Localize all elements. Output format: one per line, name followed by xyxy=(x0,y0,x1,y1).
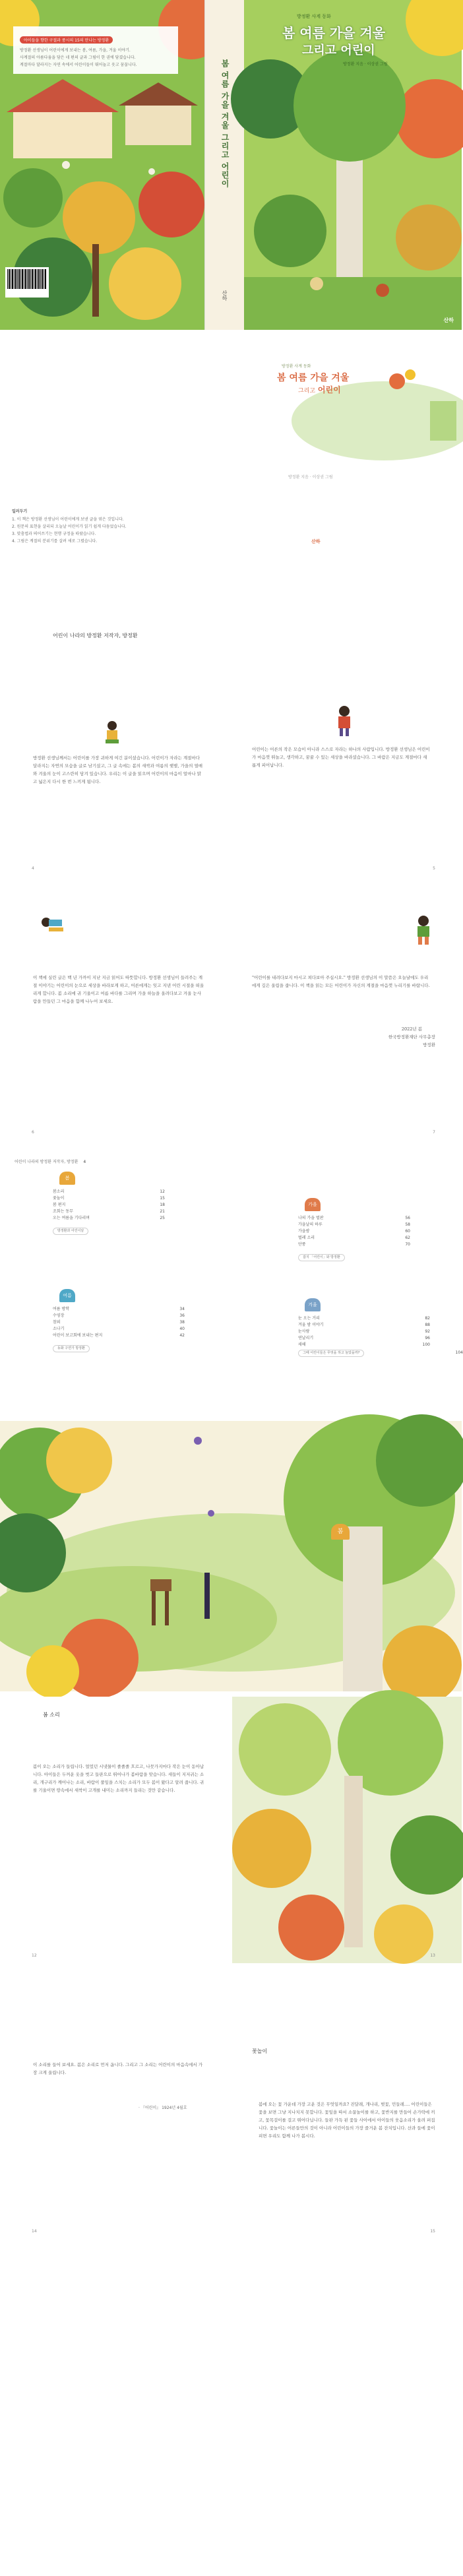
toc-item[interactable]: 나의 가을 벌판 56 xyxy=(298,1216,410,1220)
title-line1: 봄 여름 가을 겨울 xyxy=(277,373,350,383)
bomsori-title: 봄 소리 xyxy=(43,1712,60,1718)
badge-winter: 겨울 xyxy=(305,1298,321,1311)
toc-winter-list xyxy=(298,1315,463,1357)
back-cover-intro-2: 사계절의 아름다움을 담은 네 편의 글과 그림이 한 권에 담겼습니다. xyxy=(20,55,136,60)
cover-spread xyxy=(0,0,462,330)
notes-heading: 일러두기 xyxy=(12,509,28,514)
title-line2b: 어린이 xyxy=(317,385,341,394)
toc-item[interactable]: 눈사람 92 xyxy=(298,1329,430,1334)
front-credit: 방정환 지음 · 이상권 그림 xyxy=(343,62,388,67)
badge-autumn: 가을 xyxy=(305,1198,321,1211)
essay-title: 어린이 나라의 방정환 저작자, 방정환 xyxy=(53,633,138,639)
essay2-right-text: "어린이를 내려다보지 마시고 쳐다보아 주십시오." 방정환 선생님의 이 말씀은 오늘날에도 우리에게 깊은 울림을 줍니다. 이 책을 읽는 모든 어린이가 자신의 계절을 마음껏 누리기를 바랍니다. xyxy=(252,975,430,988)
toc-header xyxy=(15,1158,86,1164)
spring-spread xyxy=(0,1421,462,1691)
toc-autumn-pill[interactable]: 잡지 「어린이」와 방정환 xyxy=(298,1254,345,1261)
toc-item[interactable]: 새해 100 xyxy=(298,1342,430,1347)
toc-item[interactable]: 연날리기 96 xyxy=(298,1336,430,1340)
essay2-left-page xyxy=(0,881,230,1140)
bomsori-right-page xyxy=(232,1697,462,1963)
essay-right-page xyxy=(232,606,462,876)
toc-item[interactable]: 오는 여름을 기다리며 25 xyxy=(53,1216,165,1220)
toc-item[interactable]: 눈 오는 거리 82 xyxy=(298,1316,430,1321)
kkotnori-left-text: 이 소리를 들어 보세요. 봄은 소리로 먼저 옵니다. 그리고 그 소리는 어린이의 마음속에서 가장 크게 울립니다. xyxy=(33,2062,203,2075)
back-cover-textbox xyxy=(13,26,178,74)
back-cover-intro-3: 계절마다 달라지는 자연 속에서 어린이들이 뛰어놀고 웃고 꿈꿉니다. xyxy=(20,63,137,67)
barcode xyxy=(5,267,49,298)
title-publisher: 산하 xyxy=(311,539,321,544)
title-page xyxy=(232,335,462,600)
spring-illustration xyxy=(0,1421,462,1691)
page-number-13: 13 xyxy=(430,1953,435,1958)
badge-summer: 여름 xyxy=(59,1289,75,1302)
child-sitting-illustration xyxy=(99,719,125,745)
essay-right-text: 어린이는 어른의 작은 모습이 아니라 스스로 자라는 하나의 사람입니다. 방정환 선생님은 어린이가 마음껏 뛰놀고, 생각하고, 꿈꿀 수 있는 세상을 바라셨습니다. 그 바람은 지금도 계절마다 새롭게 피어납니다. xyxy=(252,747,430,768)
page-number-4: 4 xyxy=(32,866,34,871)
back-cover-intro-1: 방정환 선생님이 어린이에게 보내는 봄, 여름, 가을, 겨울 이야기. xyxy=(20,48,131,53)
front-title-1: 봄 여름 가을 겨울 xyxy=(282,25,386,41)
note-4: 4. 그림은 계절의 분위기를 살려 새로 그렸습니다. xyxy=(12,539,98,544)
toc-left-page xyxy=(0,1145,230,1416)
back-cover-banner: 아이들을 향한 구절과 풍시의 15의 만나는 방정환 xyxy=(20,36,113,44)
essay2-left-text: 이 책에 실린 글은 백 년 가까이 지난 지금 읽어도 따뜻합니다. 방정환 선생님이 들려주는 계절 이야기는 어린이의 눈으로 세상을 바라보게 하고, 어른에게는 잊고 지낸 어린 시절을 떠올리게 합니다. 봄 소리에 귀 기울이고 여름 바다를 그리며 가을 하늘을 올려다보고 겨울 눈사람을 만들던 그 마음을 함께 나누어 보세요. xyxy=(33,975,204,1004)
essay2-right-page xyxy=(232,881,462,1140)
toc-item[interactable]: 단풍 70 xyxy=(298,1242,410,1247)
page-number-14: 14 xyxy=(32,2229,37,2234)
front-publisher: 산하 xyxy=(443,317,454,323)
note-3: 3. 맞춤법과 띄어쓰기는 현행 규정을 따랐습니다. xyxy=(12,532,96,536)
child-lying-illustration xyxy=(40,913,66,939)
front-series: 방정환 사계 동화 xyxy=(297,14,331,19)
toc-item[interactable]: 가을날의 하루 58 xyxy=(298,1222,410,1227)
note-1: 1. 이 책은 방정환 선생님이 어린이에게 보낸 글을 엮은 것입니다. xyxy=(12,517,124,522)
toc-item[interactable]: 꽃놀이 15 xyxy=(53,1196,165,1201)
bomsori-spread xyxy=(0,1697,462,1963)
signoff-3: 방정환 xyxy=(423,1042,435,1048)
title-series: 방정환 사계 동화 xyxy=(282,364,311,369)
toc-item[interactable]: 겨울 밤 이야기 88 xyxy=(298,1323,430,1327)
child-standing-illustration xyxy=(331,705,357,738)
front-title-2: 그리고 어린이 xyxy=(302,44,375,57)
title-line2a: 그리고 xyxy=(298,388,316,394)
spine-publisher: 산하 xyxy=(222,290,228,301)
toc-spread xyxy=(0,1145,462,1416)
toc-item[interactable]: 조회는 동무 21 xyxy=(53,1209,165,1214)
toc-item[interactable]: 봄 편지 18 xyxy=(53,1203,165,1207)
essay-spread-2 xyxy=(0,881,462,1140)
page-number-15: 15 xyxy=(430,2229,435,2234)
bomsori-illustration xyxy=(232,1697,462,1963)
child-walking-illustration xyxy=(410,914,437,947)
toc-summer-pill[interactable]: 동화 구연가 방정환 xyxy=(53,1345,90,1352)
toc-header-label[interactable]: 어린이 나라의 방정환 저작자, 방정환 xyxy=(15,1160,78,1164)
kkotnori-left-page xyxy=(0,1968,230,2239)
toc-right-page xyxy=(232,1145,462,1416)
essay-left-text: 방정환 선생님께서는 어린이를 가장 귀하게 여긴 분이셨습니다. 어린이가 자라는 계절마다 달라지는 자연의 모습을 글로 남기셨고, 그 글 속에는 봄의 새싹과 여름의 햇볕, 가을의 열매와 겨울의 눈이 고스란히 담겨 있습니다. 우리는 이 글을 읽으며 어린이의 마음이 얼마나 맑고 넓은지 다시 한 번 느끼게 됩니다. xyxy=(33,755,203,784)
toc-last-page: 104 xyxy=(455,1350,463,1355)
notes-page xyxy=(0,335,230,600)
spine xyxy=(204,0,245,330)
note-2: 2. 원문의 표현을 살리되 오늘날 어린이가 읽기 쉽게 다듬었습니다. xyxy=(12,524,127,529)
badge-spring: 봄 xyxy=(59,1172,75,1185)
toc-header-page: 4 xyxy=(83,1160,86,1164)
kkotnori-text: 봄에 오는 꽃 가운데 가장 고운 것은 무엇일까요? 진달래, 개나리, 벚꽃, 민들레…. 어린이들은 꽃을 보면 그냥 지나치지 못합니다. 꽃잎을 따서 소꿉놀이를 하고, 꽃반지를 만들어 손가락에 끼고, 꽃목걸이를 걸고 뛰어다닙니다. 들판 가득 핀 꽃들 사이에서 아이들의 웃음소리가 울려 퍼집니다. 꽃놀이는 어른들만의 것이 아니라 어린이들의 가장 즐거운 봄 잔치입니다. 산과 들에 꽃이 피면 우리도 함께 나가 봅시다. xyxy=(259,2102,435,2139)
title-spread xyxy=(0,335,462,600)
toc-item[interactable]: 여름 방학 34 xyxy=(53,1307,185,1311)
toc-item[interactable]: 소나기 40 xyxy=(53,1327,185,1331)
kkotnori-right-page xyxy=(232,1968,462,2239)
bomsori-text: 봄이 오는 소리가 들립니다. 얼었던 시냇물이 졸졸졸 흐르고, 나뭇가지마다 작은 눈이 돋아납니다. 아이들은 두꺼운 옷을 벗고 들판으로 뛰어나가 봄바람을 맞습니다. 새들이 지저귀는 소리, 개구리가 깨어나는 소리, 바람이 풀잎을 스치는 소리가 모두 봄이 왔다고 알려 줍니다. 귀를 기울이면 땅속에서 새싹이 고개를 내미는 소리까지 들리는 것만 같습니다. xyxy=(33,1764,204,1793)
kkotnori-title: 꽃놀이 xyxy=(252,2048,268,2054)
toc-item[interactable]: 가을밤 60 xyxy=(298,1229,410,1234)
essay-left-page xyxy=(0,606,230,876)
spine-title: 봄 여름 가을 겨울 그리고 어린이 xyxy=(220,59,230,188)
signoff-1: 2022년 봄 xyxy=(401,1026,422,1032)
toc-item[interactable]: 어린이 보고회에 보내는 편지 42 xyxy=(53,1333,185,1338)
kkotnori-left-footer: · 『어린이』 1924년 4월호 xyxy=(139,2106,187,2110)
toc-item[interactable]: 수영장 36 xyxy=(53,1313,185,1318)
toc-summer-list xyxy=(53,1306,185,1352)
toc-item[interactable]: 봄소리 12 xyxy=(53,1189,165,1194)
kkotnori-spread xyxy=(0,1968,462,2239)
spring-badge: 봄 xyxy=(331,1524,350,1540)
toc-spring-list xyxy=(53,1189,165,1235)
toc-winter-pill[interactable]: 그때 어린이들은 무엇을 하고 놀았을까? xyxy=(298,1350,364,1357)
page-number-7: 7 xyxy=(433,1130,435,1135)
toc-item[interactable]: 벌레 소리 62 xyxy=(298,1236,410,1240)
signoff-2: 한국방정환재단 사무총장 xyxy=(388,1034,435,1040)
front-cover xyxy=(244,0,462,330)
bomsori-left-page xyxy=(0,1697,230,1963)
toc-item[interactable]: 참외 38 xyxy=(53,1320,185,1325)
title-line2 xyxy=(298,384,341,395)
page-number-12: 12 xyxy=(32,1953,37,1958)
essay-spread-1 xyxy=(0,606,462,876)
back-cover xyxy=(0,0,204,330)
toc-autumn-list xyxy=(298,1215,410,1261)
page-number-5: 5 xyxy=(433,866,435,871)
toc-spring-pill[interactable]: 방정환과 어린이날 xyxy=(53,1228,88,1235)
toc-winter-pill-row xyxy=(298,1348,463,1357)
page-number-6: 6 xyxy=(32,1130,34,1135)
title-credit: 방정환 지음 · 이상권 그림 xyxy=(288,475,333,480)
